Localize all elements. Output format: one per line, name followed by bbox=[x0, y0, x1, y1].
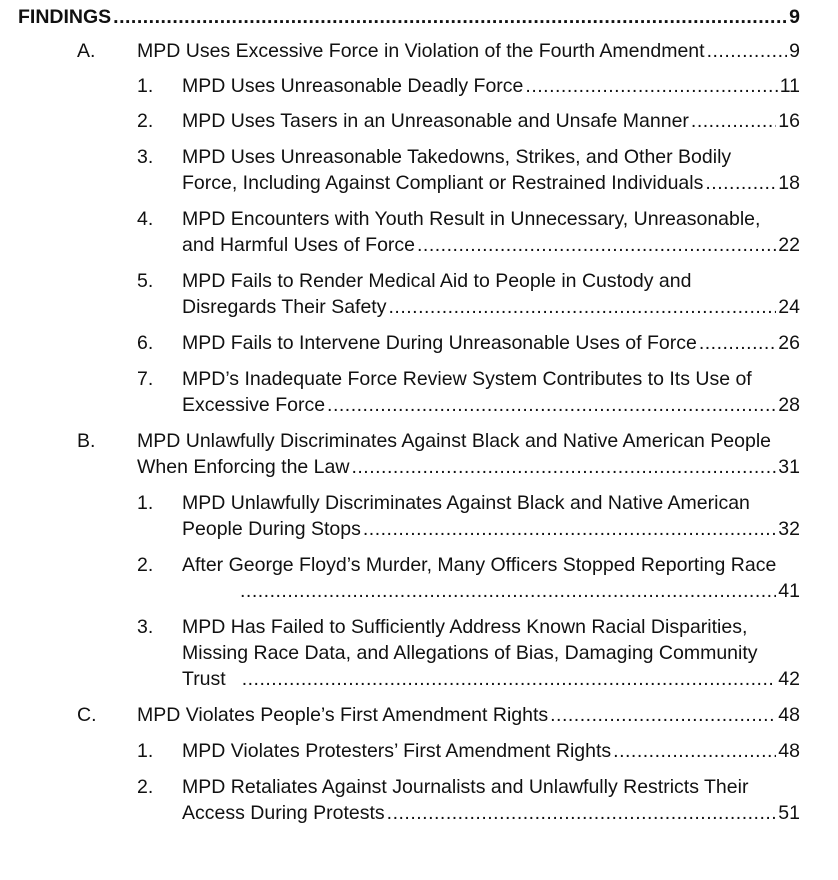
toc-entry-a2[interactable] bbox=[182, 108, 800, 134]
leader-dots bbox=[705, 170, 776, 196]
toc-entry-c2-line2[interactable] bbox=[182, 800, 800, 826]
toc-entry-a5-line2[interactable] bbox=[182, 294, 800, 320]
leader-dots bbox=[388, 294, 776, 320]
item-number: 7. bbox=[137, 368, 154, 390]
page-number: 18 bbox=[778, 172, 800, 194]
toc-title-continued: Disregards Their Safety bbox=[182, 296, 387, 318]
page-number: 24 bbox=[778, 296, 800, 318]
page-number: 9 bbox=[789, 6, 800, 28]
leader-dots bbox=[327, 392, 776, 418]
toc-title: MPD Uses Excessive Force in Violation of the Fourth Amendment bbox=[137, 40, 705, 62]
leader-dots bbox=[550, 702, 776, 728]
page-number: 48 bbox=[778, 740, 800, 762]
toc-title: MPD Uses Unreasonable Takedowns, Strikes, and Other Bodily bbox=[182, 146, 732, 168]
toc-entry-b2-line1[interactable] bbox=[182, 552, 800, 578]
item-number: 6. bbox=[137, 332, 154, 354]
toc-title: MPD Encounters with Youth Result in Unnecessary, Unreasonable, bbox=[182, 208, 761, 230]
item-number: 1. bbox=[137, 492, 154, 514]
item-number: 3. bbox=[137, 616, 154, 638]
page-number: 41 bbox=[778, 580, 800, 602]
toc-entry-a4-line2[interactable] bbox=[182, 232, 800, 258]
item-number: 2. bbox=[137, 776, 154, 798]
toc-entry-b1-line2[interactable] bbox=[182, 516, 800, 542]
toc-title: MPD Uses Tasers in an Unreasonable and Unsafe Manner bbox=[182, 110, 689, 132]
item-number: 2. bbox=[137, 110, 154, 132]
toc-title: MPD Has Failed to Sufficiently Address Known Racial Disparities, bbox=[182, 616, 748, 638]
toc-entry-a6[interactable] bbox=[182, 330, 800, 356]
leader-dots bbox=[240, 578, 776, 604]
page-number: 9 bbox=[789, 40, 800, 62]
leader-dots bbox=[691, 108, 776, 134]
toc-title: MPD Fails to Render Medical Aid to People in Custody and bbox=[182, 270, 692, 292]
toc-title-continued: Force, Including Against Compliant or Restrained Individuals bbox=[182, 172, 704, 194]
section-label: C. bbox=[77, 704, 97, 726]
toc-entry-b1-line1[interactable] bbox=[182, 490, 800, 516]
page-number: 11 bbox=[779, 75, 800, 97]
leader-dots bbox=[699, 330, 776, 356]
toc-title-continued: People During Stops bbox=[182, 518, 361, 540]
leader-dots bbox=[525, 73, 777, 99]
toc-title: MPD Retaliates Against Journalists and Unlawfully Restricts Their bbox=[182, 776, 749, 798]
page-number: 16 bbox=[778, 110, 800, 132]
toc-title: MPD Violates Protesters’ First Amendment Rights bbox=[182, 740, 612, 762]
toc-title: MPD Fails to Intervene During Unreasonable Uses of Force bbox=[182, 332, 697, 354]
leader-dots bbox=[707, 38, 788, 64]
page-number: 32 bbox=[778, 518, 800, 540]
toc-entry-findings[interactable] bbox=[18, 4, 800, 30]
page-number: 26 bbox=[778, 332, 800, 354]
item-number: 1. bbox=[137, 740, 154, 762]
toc-entry-a4-line1[interactable] bbox=[182, 206, 800, 232]
toc-entry-b3-line3[interactable] bbox=[182, 666, 800, 692]
leader-dots bbox=[113, 4, 787, 30]
toc-title: MPD Unlawfully Discriminates Against Black and Native American People bbox=[137, 430, 772, 452]
toc-entry-a3-line2[interactable] bbox=[182, 170, 800, 196]
leader-dots bbox=[363, 516, 776, 542]
toc-title-continued: Access During Protests bbox=[182, 802, 385, 824]
toc-title: After George Floyd’s Murder, Many Officers Stopped Reporting Race bbox=[182, 554, 777, 576]
toc-title: FINDINGS bbox=[18, 6, 112, 28]
item-number: 2. bbox=[137, 554, 154, 576]
item-number: 1. bbox=[137, 75, 154, 97]
toc-entry-b3-line1[interactable] bbox=[182, 614, 800, 640]
toc-title-continued: Missing Race Data, and Allegations of Bias, Damaging Community bbox=[182, 642, 758, 664]
page-number: 28 bbox=[778, 394, 800, 416]
leader-dots bbox=[417, 232, 776, 258]
page-number: 31 bbox=[778, 456, 800, 478]
item-number: 3. bbox=[137, 146, 154, 168]
toc-title-continued: Trust bbox=[182, 668, 226, 690]
leader-dots bbox=[242, 666, 777, 692]
page-number: 51 bbox=[778, 802, 800, 824]
page-number: 22 bbox=[778, 234, 800, 256]
leader-dots bbox=[351, 454, 776, 480]
toc-entry-c1[interactable] bbox=[182, 738, 800, 764]
toc-entry-a7-line1[interactable] bbox=[182, 366, 800, 392]
toc-entry-section-a[interactable] bbox=[137, 38, 800, 64]
toc-entry-section-c[interactable] bbox=[137, 702, 800, 728]
toc-entry-a3-line1[interactable] bbox=[182, 144, 800, 170]
toc-entry-a5-line1[interactable] bbox=[182, 268, 800, 294]
toc-entry-a7-line2[interactable] bbox=[182, 392, 800, 418]
toc-title: MPD’s Inadequate Force Review System Contributes to Its Use of bbox=[182, 368, 752, 390]
toc-entry-section-b-line1[interactable] bbox=[137, 428, 800, 454]
toc-entry-b3-line2[interactable] bbox=[182, 640, 800, 666]
toc-title: MPD Uses Unreasonable Deadly Force bbox=[182, 75, 524, 97]
toc-title-continued: and Harmful Uses of Force bbox=[182, 234, 416, 256]
toc-title-continued: When Enforcing the Law bbox=[137, 456, 350, 478]
toc-title: MPD Violates People’s First Amendment Rights bbox=[137, 704, 549, 726]
item-number: 4. bbox=[137, 208, 154, 230]
toc-entry-a1[interactable] bbox=[182, 73, 800, 99]
toc-entry-b2-line2[interactable] bbox=[240, 578, 800, 604]
item-number: 5. bbox=[137, 270, 154, 292]
section-label: A. bbox=[77, 40, 96, 62]
toc-title: MPD Unlawfully Discriminates Against Black and Native American bbox=[182, 492, 750, 514]
page-number: 48 bbox=[778, 704, 800, 726]
section-label: B. bbox=[77, 430, 96, 452]
toc-entry-section-b-line2[interactable] bbox=[137, 454, 800, 480]
leader-dots bbox=[387, 800, 777, 826]
toc-entry-c2-line1[interactable] bbox=[182, 774, 800, 800]
leader-dots bbox=[613, 738, 776, 764]
page-number: 42 bbox=[778, 668, 800, 690]
toc-title-continued: Excessive Force bbox=[182, 394, 326, 416]
